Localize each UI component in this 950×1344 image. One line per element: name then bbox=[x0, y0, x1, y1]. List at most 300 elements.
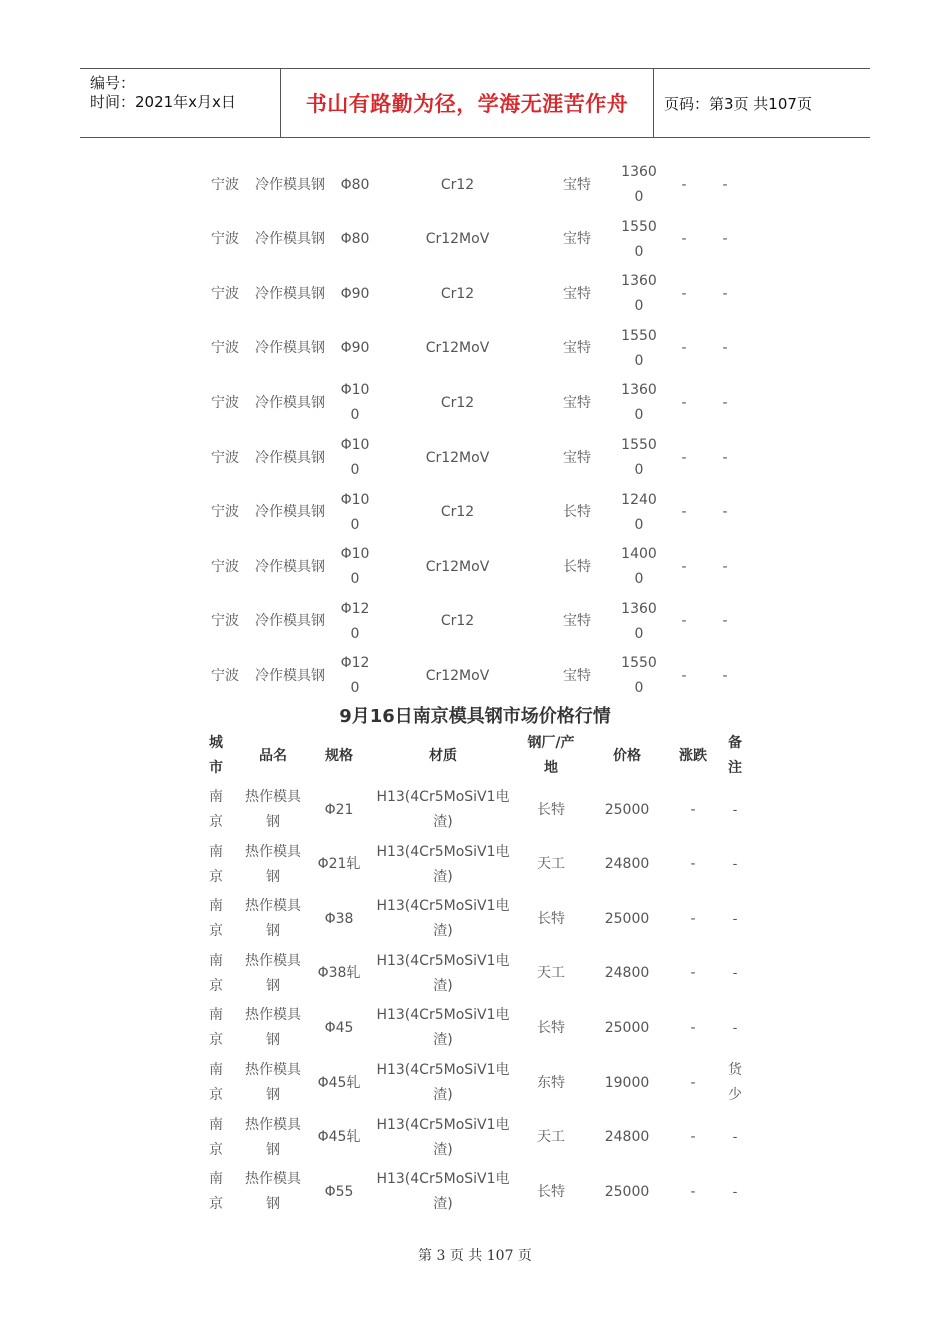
ningbo-cell-price-text: 1360 bbox=[621, 164, 657, 180]
ningbo-cell-spec-text: 0 bbox=[350, 680, 360, 697]
ningbo-cell-price-text: 0 bbox=[634, 462, 644, 478]
ningbo-cell-city bbox=[205, 227, 245, 252]
ningbo-cell-material bbox=[395, 664, 520, 689]
ningbo-cell-product bbox=[245, 500, 335, 525]
nanjing-cell-price bbox=[595, 852, 659, 877]
nanjing-cell-product bbox=[238, 785, 308, 835]
ningbo-cell-price-text: 0 bbox=[634, 516, 644, 533]
ningbo-cell-city-text: 宁波 bbox=[211, 231, 239, 248]
nanjing-cell-spec-text: Φ45 bbox=[324, 1019, 354, 1036]
nanjing-cell-city-text: 南 bbox=[209, 843, 223, 860]
nanjing-cell-product-text: 钢 bbox=[266, 1196, 280, 1213]
nanjing-cell-spec bbox=[312, 852, 366, 877]
ningbo-cell-price-text: 1550 bbox=[621, 437, 657, 453]
nanjing-cell-remark-text: - bbox=[732, 965, 738, 982]
ningbo-cell-change bbox=[672, 336, 696, 361]
nanjing-cell-mill bbox=[524, 852, 578, 877]
ningbo-cell-spec-text: 0 bbox=[350, 571, 360, 588]
ningbo-cell-mill bbox=[552, 336, 602, 361]
ningbo-cell-change-text: - bbox=[681, 613, 687, 630]
ningbo-cell-spec bbox=[335, 651, 375, 701]
nanjing-cell-product bbox=[238, 1058, 308, 1108]
ningbo-cell-remark-text: - bbox=[722, 340, 728, 357]
ningbo-cell-material bbox=[395, 227, 520, 252]
ningbo-cell-remark bbox=[713, 555, 737, 580]
nanjing-cell-change-text: - bbox=[690, 856, 696, 873]
nanjing-cell-remark bbox=[720, 798, 750, 823]
nanjing-cell-product-text: 热作模具 bbox=[245, 843, 301, 860]
ningbo-cell-price-text: 0 bbox=[634, 407, 644, 424]
nanjing-header-remark-text: 注 bbox=[728, 760, 742, 776]
ningbo-cell-city bbox=[205, 555, 245, 580]
ningbo-cell-price bbox=[615, 215, 663, 265]
ningbo-cell-product-text: 冷作模具钢 bbox=[255, 231, 325, 248]
nanjing-cell-product-text: 热作模具 bbox=[245, 952, 301, 969]
ningbo-cell-spec-text: Φ10 bbox=[340, 491, 370, 508]
ningbo-cell-city-text: 宁波 bbox=[211, 667, 239, 684]
ningbo-cell-city bbox=[205, 173, 245, 198]
ningbo-cell-mill-text: 宝特 bbox=[563, 394, 591, 411]
ningbo-cell-product-text: 冷作模具钢 bbox=[255, 449, 325, 466]
nanjing-section-title: 9月16日南京模具钢市场价格行情 bbox=[339, 706, 611, 727]
nanjing-cell-change bbox=[675, 961, 711, 986]
ningbo-cell-price-text: 0 bbox=[634, 298, 644, 315]
nanjing-cell-material-text: 渣) bbox=[433, 1141, 453, 1158]
ningbo-cell-city bbox=[205, 391, 245, 416]
nanjing-cell-remark-text: - bbox=[732, 910, 738, 927]
nanjing-cell-spec-text: Φ21轧 bbox=[317, 856, 361, 873]
nanjing-cell-city-text: 京 bbox=[209, 868, 223, 885]
nanjing-cell-city bbox=[203, 840, 229, 890]
nanjing-cell-price-text: 24800 bbox=[604, 965, 650, 982]
nanjing-cell-change-text: - bbox=[690, 1183, 696, 1200]
nanjing-cell-material-text: 渣) bbox=[433, 1032, 453, 1049]
ningbo-cell-remark bbox=[713, 173, 737, 198]
nanjing-cell-price-text: 25000 bbox=[604, 1019, 650, 1036]
nanjing-header-city-text: 市 bbox=[209, 760, 223, 776]
nanjing-header-mill bbox=[524, 731, 578, 781]
ningbo-cell-city bbox=[205, 446, 245, 471]
ningbo-cell-change-text: - bbox=[681, 340, 687, 357]
page-footer: 第 3 页 共 107 页 bbox=[418, 1248, 532, 1264]
ningbo-cell-city-text: 宁波 bbox=[211, 558, 239, 575]
nanjing-cell-city-text: 南 bbox=[209, 1062, 223, 1078]
nanjing-header-spec-text: 规格 bbox=[325, 747, 353, 764]
nanjing-header-mill-text: 地 bbox=[544, 760, 558, 776]
nanjing-cell-spec bbox=[312, 1180, 366, 1205]
ningbo-cell-price-text: 0 bbox=[634, 352, 644, 369]
nanjing-cell-material bbox=[368, 1003, 518, 1053]
nanjing-cell-mill-text: 天工 bbox=[537, 965, 565, 982]
ningbo-cell-material-text: Cr12MoV bbox=[425, 558, 490, 575]
ningbo-cell-remark-text: - bbox=[722, 285, 728, 302]
ningbo-cell-change-text: - bbox=[681, 176, 687, 193]
ningbo-cell-mill bbox=[552, 446, 602, 471]
ningbo-cell-product bbox=[245, 227, 335, 252]
nanjing-cell-spec bbox=[312, 1071, 366, 1096]
nanjing-header-remark-text: 备 bbox=[728, 735, 742, 751]
ningbo-cell-change-text: - bbox=[681, 394, 687, 411]
ningbo-cell-material-text: Cr12MoV bbox=[425, 340, 490, 357]
nanjing-cell-price-text: 25000 bbox=[604, 1183, 650, 1200]
nanjing-cell-product-text: 钢 bbox=[266, 1032, 280, 1049]
header-page-code: 页码：第3页 共107页 bbox=[664, 94, 812, 113]
nanjing-cell-product-text: 热作模具 bbox=[245, 1007, 301, 1024]
ningbo-cell-spec-text: Φ10 bbox=[340, 382, 370, 399]
ningbo-cell-remark-text: - bbox=[722, 504, 728, 521]
ningbo-cell-remark bbox=[713, 664, 737, 689]
ningbo-cell-change bbox=[672, 391, 696, 416]
ningbo-cell-city-text: 宁波 bbox=[211, 449, 239, 466]
ningbo-cell-price-text: 0 bbox=[634, 625, 644, 642]
nanjing-cell-spec bbox=[312, 798, 366, 823]
ningbo-cell-material-text: Cr12MoV bbox=[425, 231, 490, 248]
nanjing-cell-spec bbox=[312, 1016, 366, 1041]
nanjing-cell-remark bbox=[720, 1180, 750, 1205]
nanjing-cell-price-text: 19000 bbox=[604, 1074, 650, 1091]
ningbo-cell-material-text: Cr12MoV bbox=[425, 667, 490, 684]
nanjing-cell-material-text: 渣) bbox=[433, 977, 453, 994]
nanjing-cell-material bbox=[368, 894, 518, 944]
nanjing-cell-city-text: 京 bbox=[209, 977, 223, 994]
ningbo-cell-price-text: 0 bbox=[634, 680, 644, 697]
nanjing-cell-change bbox=[675, 1016, 711, 1041]
nanjing-cell-city-text: 南 bbox=[209, 1116, 223, 1133]
ningbo-cell-change-text: - bbox=[681, 558, 687, 575]
nanjing-cell-remark-text: 少 bbox=[728, 1087, 742, 1103]
nanjing-cell-material-text: H13(4Cr5MoSiV1电 bbox=[376, 1007, 510, 1024]
nanjing-cell-remark-text: - bbox=[732, 801, 738, 818]
ningbo-cell-product-text: 冷作模具钢 bbox=[255, 285, 325, 302]
nanjing-cell-city-text: 京 bbox=[209, 1196, 223, 1213]
ningbo-cell-material-text: Cr12 bbox=[440, 504, 475, 521]
nanjing-cell-remark bbox=[720, 1125, 750, 1150]
nanjing-header-price bbox=[595, 744, 659, 769]
ningbo-cell-product bbox=[245, 664, 335, 689]
ningbo-cell-remark-text: - bbox=[722, 613, 728, 630]
nanjing-cell-price bbox=[595, 907, 659, 932]
nanjing-cell-change bbox=[675, 1180, 711, 1205]
ningbo-cell-change bbox=[672, 664, 696, 689]
ningbo-cell-price bbox=[615, 324, 663, 374]
ningbo-cell-change-text: - bbox=[681, 285, 687, 302]
header-page-cell bbox=[654, 69, 870, 137]
ningbo-cell-remark bbox=[713, 500, 737, 525]
ningbo-cell-product bbox=[245, 555, 335, 580]
header-motto: 书山有路勤为径，学海无涯苦作舟 bbox=[305, 92, 629, 116]
ningbo-cell-product-text: 冷作模具钢 bbox=[255, 613, 325, 630]
nanjing-cell-city bbox=[203, 1003, 229, 1053]
nanjing-cell-change-text: - bbox=[690, 1019, 696, 1036]
ningbo-cell-spec bbox=[335, 378, 375, 428]
ningbo-cell-change bbox=[672, 282, 696, 307]
nanjing-cell-spec-text: Φ38轧 bbox=[317, 965, 361, 982]
ningbo-cell-material bbox=[395, 391, 520, 416]
ningbo-cell-material-text: Cr12 bbox=[440, 176, 475, 193]
ningbo-cell-mill bbox=[552, 282, 602, 307]
nanjing-cell-price-text: 25000 bbox=[604, 910, 650, 927]
nanjing-cell-mill-text: 东特 bbox=[537, 1074, 565, 1091]
ningbo-cell-material bbox=[395, 555, 520, 580]
nanjing-cell-price-text: 25000 bbox=[604, 801, 650, 818]
ningbo-cell-city bbox=[205, 282, 245, 307]
nanjing-header-mill-text: 钢厂/产 bbox=[527, 735, 575, 751]
ningbo-cell-price-text: 0 bbox=[634, 189, 644, 205]
ningbo-cell-material bbox=[395, 336, 520, 361]
nanjing-cell-city bbox=[203, 785, 229, 835]
nanjing-cell-city bbox=[203, 949, 229, 999]
nanjing-cell-change bbox=[675, 1125, 711, 1150]
ningbo-cell-spec bbox=[335, 597, 375, 647]
nanjing-cell-material-text: 渣) bbox=[433, 1196, 453, 1213]
nanjing-cell-spec bbox=[312, 961, 366, 986]
nanjing-cell-remark bbox=[720, 907, 750, 932]
ningbo-cell-price bbox=[615, 542, 663, 592]
ningbo-cell-product bbox=[245, 336, 335, 361]
ningbo-cell-spec-text: Φ80 bbox=[340, 231, 370, 248]
nanjing-cell-remark bbox=[720, 1058, 750, 1108]
nanjing-cell-mill bbox=[524, 1125, 578, 1150]
nanjing-cell-remark-text: - bbox=[732, 1129, 738, 1146]
ningbo-cell-price-text: 0 bbox=[634, 571, 644, 588]
ningbo-cell-material bbox=[395, 282, 520, 307]
ningbo-cell-city bbox=[205, 500, 245, 525]
ningbo-cell-price bbox=[615, 597, 663, 647]
ningbo-cell-spec bbox=[335, 282, 375, 307]
ningbo-cell-change-text: - bbox=[681, 449, 687, 466]
nanjing-cell-price-text: 24800 bbox=[604, 856, 650, 873]
nanjing-cell-spec-text: Φ45轧 bbox=[317, 1129, 361, 1146]
ningbo-cell-price bbox=[615, 378, 663, 428]
document-time-label: 时间：2021年x月x日 bbox=[90, 93, 236, 111]
nanjing-cell-city bbox=[203, 1058, 229, 1108]
nanjing-cell-city bbox=[203, 1113, 229, 1163]
nanjing-cell-material bbox=[368, 1113, 518, 1163]
ningbo-cell-city bbox=[205, 609, 245, 634]
nanjing-cell-material bbox=[368, 1167, 518, 1217]
ningbo-cell-spec-text: Φ10 bbox=[340, 546, 370, 563]
nanjing-cell-material-text: H13(4Cr5MoSiV1电 bbox=[376, 1062, 510, 1078]
nanjing-cell-city-text: 南 bbox=[209, 952, 223, 969]
ningbo-cell-remark-text: - bbox=[722, 176, 728, 193]
nanjing-cell-mill bbox=[524, 907, 578, 932]
ningbo-cell-city-text: 宁波 bbox=[211, 613, 239, 630]
nanjing-cell-change-text: - bbox=[690, 965, 696, 982]
ningbo-cell-spec bbox=[335, 488, 375, 538]
ningbo-cell-product-text: 冷作模具钢 bbox=[255, 667, 325, 684]
ningbo-cell-price-text: 1400 bbox=[621, 546, 657, 563]
nanjing-cell-product bbox=[238, 840, 308, 890]
nanjing-cell-product bbox=[238, 894, 308, 944]
nanjing-cell-product-text: 钢 bbox=[266, 868, 280, 885]
nanjing-cell-city bbox=[203, 1167, 229, 1217]
ningbo-cell-product bbox=[245, 609, 335, 634]
nanjing-cell-city-text: 南 bbox=[209, 1171, 223, 1188]
ningbo-cell-price-text: 0 bbox=[634, 243, 644, 260]
nanjing-cell-price bbox=[595, 1016, 659, 1041]
nanjing-header-spec bbox=[312, 744, 366, 769]
ningbo-cell-spec-text: Φ90 bbox=[340, 340, 370, 357]
nanjing-cell-change-text: - bbox=[690, 910, 696, 927]
ningbo-cell-product-text: 冷作模具钢 bbox=[255, 176, 325, 193]
ningbo-cell-mill-text: 宝特 bbox=[563, 176, 591, 193]
nanjing-cell-mill-text: 天工 bbox=[537, 856, 565, 873]
nanjing-cell-product-text: 热作模具 bbox=[245, 898, 301, 915]
nanjing-cell-mill-text: 天工 bbox=[537, 1129, 565, 1146]
nanjing-cell-product bbox=[238, 1167, 308, 1217]
nanjing-cell-material bbox=[368, 949, 518, 999]
header-motto-cell bbox=[281, 69, 654, 137]
ningbo-cell-material bbox=[395, 500, 520, 525]
ningbo-cell-product-text: 冷作模具钢 bbox=[255, 558, 325, 575]
ningbo-cell-remark-text: - bbox=[722, 394, 728, 411]
ningbo-cell-spec bbox=[335, 542, 375, 592]
ningbo-cell-change bbox=[672, 500, 696, 525]
nanjing-cell-price bbox=[595, 1180, 659, 1205]
ningbo-cell-material-text: Cr12 bbox=[440, 613, 475, 630]
nanjing-cell-product bbox=[238, 1003, 308, 1053]
ningbo-cell-mill-text: 长特 bbox=[563, 558, 591, 575]
nanjing-cell-city-text: 京 bbox=[209, 1032, 223, 1049]
ningbo-cell-spec bbox=[335, 227, 375, 252]
nanjing-cell-city-text: 南 bbox=[209, 898, 223, 915]
nanjing-cell-mill bbox=[524, 1180, 578, 1205]
nanjing-header-change bbox=[675, 744, 711, 769]
nanjing-cell-remark bbox=[720, 961, 750, 986]
ningbo-cell-change bbox=[672, 555, 696, 580]
ningbo-cell-spec-text: 0 bbox=[350, 407, 360, 424]
nanjing-cell-product-text: 热作模具 bbox=[245, 789, 301, 805]
nanjing-cell-material-text: H13(4Cr5MoSiV1电 bbox=[376, 898, 510, 915]
nanjing-cell-mill-text: 长特 bbox=[537, 1183, 565, 1200]
ningbo-cell-mill-text: 宝特 bbox=[563, 449, 591, 466]
nanjing-cell-product-text: 热作模具 bbox=[245, 1171, 301, 1188]
ningbo-cell-material-text: Cr12 bbox=[440, 285, 475, 302]
ningbo-cell-product bbox=[245, 446, 335, 471]
nanjing-cell-remark bbox=[720, 852, 750, 877]
nanjing-cell-mill-text: 长特 bbox=[537, 1019, 565, 1036]
ningbo-cell-city bbox=[205, 336, 245, 361]
ningbo-cell-spec-text: Φ90 bbox=[340, 285, 370, 302]
ningbo-cell-city bbox=[205, 664, 245, 689]
ningbo-cell-spec-text: 0 bbox=[350, 516, 360, 533]
nanjing-cell-material bbox=[368, 785, 518, 835]
nanjing-cell-material-text: 渣) bbox=[433, 868, 453, 885]
ningbo-cell-remark-text: - bbox=[722, 449, 728, 466]
nanjing-cell-material bbox=[368, 1058, 518, 1108]
ningbo-cell-mill bbox=[552, 391, 602, 416]
ningbo-cell-change bbox=[672, 446, 696, 471]
nanjing-cell-material-text: H13(4Cr5MoSiV1电 bbox=[376, 843, 510, 860]
nanjing-cell-city-text: 京 bbox=[209, 923, 223, 940]
ningbo-cell-change-text: - bbox=[681, 231, 687, 248]
ningbo-cell-change bbox=[672, 609, 696, 634]
ningbo-cell-material bbox=[395, 173, 520, 198]
ningbo-cell-mill-text: 宝特 bbox=[563, 667, 591, 684]
nanjing-cell-product bbox=[238, 1113, 308, 1163]
ningbo-cell-price-text: 1360 bbox=[621, 600, 657, 617]
ningbo-cell-city-text: 宁波 bbox=[211, 176, 239, 193]
nanjing-cell-mill bbox=[524, 1071, 578, 1096]
nanjing-cell-mill bbox=[524, 1016, 578, 1041]
nanjing-header-city-text: 城 bbox=[209, 735, 223, 751]
nanjing-header-remark bbox=[720, 731, 750, 781]
nanjing-cell-remark-text: - bbox=[732, 1183, 738, 1200]
nanjing-header-product-text: 品名 bbox=[259, 747, 287, 764]
ningbo-cell-mill bbox=[552, 609, 602, 634]
nanjing-cell-material-text: H13(4Cr5MoSiV1电 bbox=[376, 1171, 510, 1188]
ningbo-cell-change-text: - bbox=[681, 667, 687, 684]
nanjing-cell-material bbox=[368, 840, 518, 890]
nanjing-cell-mill-text: 长特 bbox=[537, 910, 565, 927]
nanjing-cell-mill-text: 长特 bbox=[537, 801, 565, 818]
ningbo-cell-remark bbox=[713, 609, 737, 634]
ningbo-cell-city-text: 宁波 bbox=[211, 504, 239, 521]
ningbo-cell-spec-text: 0 bbox=[350, 462, 360, 478]
ningbo-cell-spec-text: 0 bbox=[350, 625, 360, 642]
nanjing-cell-city bbox=[203, 894, 229, 944]
nanjing-cell-material-text: 渣) bbox=[433, 814, 453, 830]
nanjing-cell-product-text: 热作模具 bbox=[245, 1062, 301, 1078]
ningbo-cell-remark bbox=[713, 227, 737, 252]
ningbo-cell-product bbox=[245, 391, 335, 416]
nanjing-header-city bbox=[203, 731, 229, 781]
ningbo-cell-price-text: 1550 bbox=[621, 655, 657, 672]
nanjing-cell-price bbox=[595, 1125, 659, 1150]
nanjing-header-change-text: 涨跌 bbox=[679, 747, 707, 764]
ningbo-cell-price bbox=[615, 488, 663, 538]
ningbo-cell-mill-text: 宝特 bbox=[563, 231, 591, 248]
ningbo-cell-spec-text: Φ12 bbox=[340, 600, 370, 617]
ningbo-cell-spec-text: Φ80 bbox=[340, 176, 370, 193]
nanjing-header-product bbox=[238, 744, 308, 769]
ningbo-cell-mill-text: 宝特 bbox=[563, 285, 591, 302]
nanjing-cell-remark bbox=[720, 1016, 750, 1041]
ningbo-cell-price bbox=[615, 269, 663, 319]
ningbo-cell-remark bbox=[713, 391, 737, 416]
ningbo-cell-product bbox=[245, 282, 335, 307]
nanjing-cell-city-text: 京 bbox=[209, 1087, 223, 1103]
ningbo-cell-product-text: 冷作模具钢 bbox=[255, 504, 325, 521]
nanjing-cell-material-text: H13(4Cr5MoSiV1电 bbox=[376, 1116, 510, 1133]
nanjing-cell-change-text: - bbox=[690, 1074, 696, 1091]
ningbo-cell-remark-text: - bbox=[722, 558, 728, 575]
nanjing-cell-change-text: - bbox=[690, 1129, 696, 1146]
nanjing-cell-spec-text: Φ38 bbox=[324, 910, 354, 927]
ningbo-cell-price-text: 1550 bbox=[621, 327, 657, 344]
nanjing-cell-mill bbox=[524, 961, 578, 986]
ningbo-cell-remark bbox=[713, 336, 737, 361]
ningbo-cell-spec-text: Φ12 bbox=[340, 655, 370, 672]
nanjing-cell-material-text: 渣) bbox=[433, 923, 453, 940]
ningbo-cell-remark bbox=[713, 446, 737, 471]
ningbo-cell-mill-text: 宝特 bbox=[563, 613, 591, 630]
nanjing-cell-change-text: - bbox=[690, 801, 696, 818]
ningbo-cell-city-text: 宁波 bbox=[211, 340, 239, 357]
nanjing-cell-product-text: 钢 bbox=[266, 977, 280, 994]
nanjing-cell-spec bbox=[312, 1125, 366, 1150]
nanjing-cell-price bbox=[595, 1071, 659, 1096]
ningbo-cell-price-text: 1550 bbox=[621, 218, 657, 235]
nanjing-cell-price-text: 24800 bbox=[604, 1129, 650, 1146]
ningbo-cell-change bbox=[672, 173, 696, 198]
ningbo-cell-mill bbox=[552, 173, 602, 198]
ningbo-cell-material-text: Cr12MoV bbox=[425, 449, 490, 466]
nanjing-header-material-text: 材质 bbox=[429, 747, 457, 764]
ningbo-cell-spec-text: Φ10 bbox=[340, 437, 370, 453]
ningbo-cell-price-text: 1360 bbox=[621, 273, 657, 290]
nanjing-cell-product-text: 钢 bbox=[266, 1087, 280, 1103]
